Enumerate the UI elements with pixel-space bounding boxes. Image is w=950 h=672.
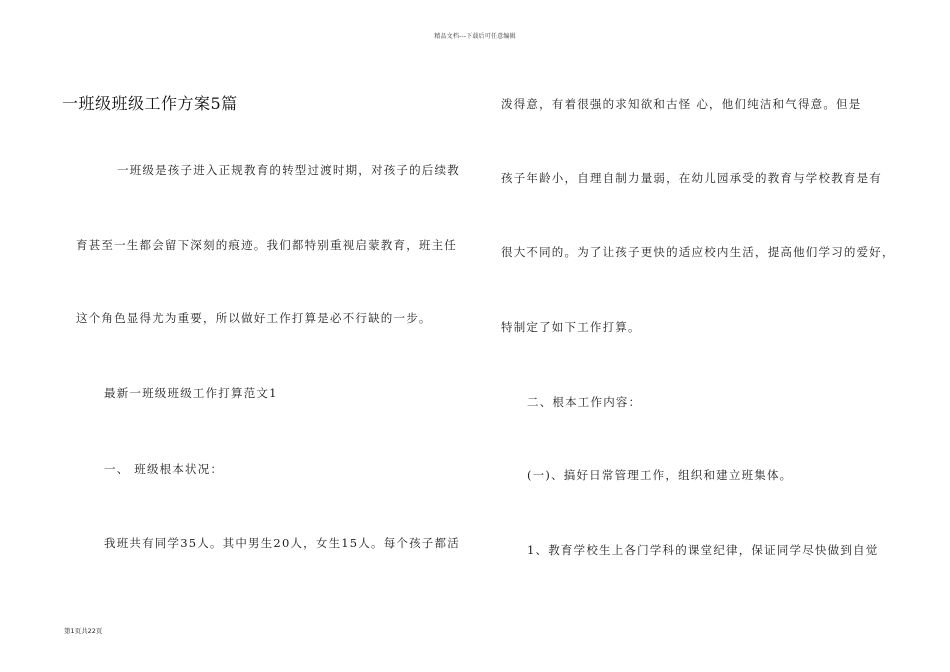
left-column-line-6: 我班共有同学35人。其中男生20人，女生15人。每个孩子都活 bbox=[104, 536, 460, 550]
right-column-section-heading: 二、根本工作内容： bbox=[527, 395, 642, 409]
right-column-line-3: 很大不同的。为了让孩子更快的适应校内生活，提高他们学习的爱好， bbox=[501, 245, 895, 259]
right-column-line-4: 特制定了如下工作打算。 bbox=[501, 320, 641, 334]
right-column-line-1: 泼得意，有着很强的求知欲和古怪 心，他们纯洁和气得意。但是 bbox=[501, 97, 862, 111]
right-column-subheading: (一)、搞好日常管理工作，组织和建立班集体。 bbox=[527, 468, 793, 482]
document-title: 一班级班级工作方案5篇 bbox=[62, 94, 238, 113]
left-column-subheading: 一、 班级根本状况： bbox=[104, 462, 224, 476]
right-column-line-2: 孩子年龄小，自理自制力量弱，在幼儿园承受的教育与学校教育是有 bbox=[501, 171, 882, 185]
left-column-line-1: 一班级是孩子进入正规教育的转型过渡时期，对孩子的后续教 bbox=[117, 163, 460, 177]
document-header-note: 精品文档---下载后可任意编辑 bbox=[434, 33, 516, 40]
left-column-section-heading: 最新一班级班级工作打算范文1 bbox=[104, 386, 278, 400]
page-number-footer: 第1页共22页 bbox=[64, 627, 103, 635]
left-column-line-3: 这个角色显得尤为重要，所以做好工作打算是必不行缺的一步。 bbox=[76, 311, 432, 325]
left-column-line-2: 育甚至一生都会留下深刻的痕迹。我们都特别重视启蒙教育，班主任 bbox=[76, 238, 457, 252]
right-column-line-7: 1、教育学校生上各门学科的课堂纪律，保证同学尽快做到自觉 bbox=[527, 543, 879, 557]
